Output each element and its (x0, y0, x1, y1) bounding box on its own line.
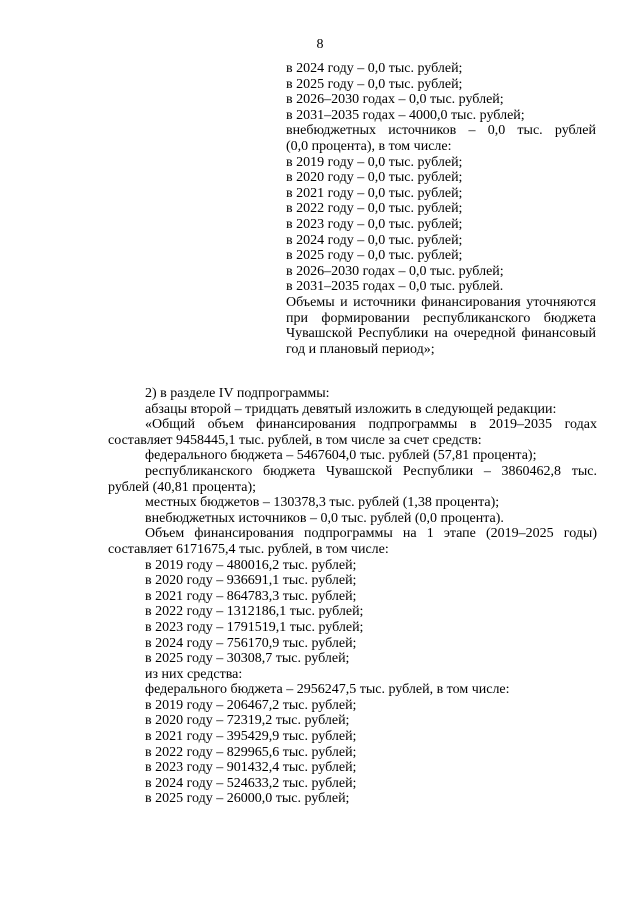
federal-year-line: в 2020 году – 72319,2 тыс. рублей; (145, 713, 350, 729)
federal-year-line: в 2024 году – 524633,2 тыс. рублей; (145, 775, 357, 791)
funding-line: в 2024 году – 0,0 тыс. рублей; (286, 61, 463, 76)
total-funding-paragraph: «Общий объем финансирования подпрограммы в 2019–2035 годах составляет 9458445,1 тыс. рублей, в том числе за счет средств: (108, 417, 597, 448)
funding-line: в 2025 году – 0,0 тыс. рублей; (286, 248, 463, 264)
funding-cell-continuation (286, 61, 596, 357)
of-them-line: из них средства: (145, 666, 243, 682)
funding-line: в 2020 году – 0,0 тыс. рублей; (286, 170, 463, 186)
republican-total: республиканского бюджета Чувашской Республики – 3860462,8 тыс. рублей (40,81 процента); (108, 463, 597, 495)
funding-line: в 2025 году – 0,0 тыс. рублей; (286, 76, 463, 92)
stage1-year-line: в 2019 году – 480016,2 тыс. рублей; (145, 557, 357, 573)
funding-line: в 2026–2030 годах – 0,0 тыс. рублей; (286, 263, 504, 279)
federal-year-line: в 2021 году – 395429,9 тыс. рублей; (145, 729, 357, 745)
offbudget-line: внебюджетных источников – 0,0 тыс. рублей (286, 123, 596, 139)
stage1-year-line: в 2021 году – 864783,3 тыс. рублей; (145, 588, 357, 604)
federal-year-line: в 2023 году – 901432,4 тыс. рублей; (145, 760, 357, 776)
stage1-year-line: в 2020 году – 936691,1 тыс. рублей; (145, 573, 357, 589)
section-heading: 2) в разделе IV подпрограммы: (145, 386, 330, 401)
stage1-year-line: в 2023 году – 1791519,1 тыс. рублей; (145, 619, 364, 635)
federal-total: федерального бюджета – 5467604,0 тыс. рублей (57,81 процента); (145, 448, 537, 464)
federal-year-line: в 2022 году – 829965,6 тыс. рублей; (145, 744, 357, 760)
funding-line: в 2023 году – 0,0 тыс. рублей; (286, 216, 463, 232)
funding-line: в 2031–2035 годах – 0,0 тыс. рублей. (286, 279, 504, 295)
stage1-paragraph: Объем финансирования подпрограммы на 1 этапе (2019–2025 годы) составляет 6171675,4 тыс. рублей, в том числе: (108, 526, 597, 557)
page-number: 8 (316, 37, 324, 52)
federal-year-line: в 2025 году – 26000,0 тыс. рублей; (145, 791, 350, 807)
offbudget-total: внебюджетных источников – 0,0 тыс. рублей (0,0 процента). (145, 510, 504, 526)
funding-line: в 2024 году – 0,0 тыс. рублей; (286, 232, 463, 248)
funding-line: в 2022 году – 0,0 тыс. рублей; (286, 201, 463, 217)
offbudget-continuation: (0,0 процента), в том числе: (286, 138, 452, 154)
funding-line: в 2021 году – 0,0 тыс. рублей; (286, 185, 463, 201)
stage1-year-line: в 2025 году – 30308,7 тыс. рублей; (145, 651, 350, 667)
stage1-year-line: в 2022 году – 1312186,1 тыс. рублей; (145, 604, 364, 620)
local-total: местных бюджетов – 130378,3 тыс. рублей (1,38 процента); (145, 495, 500, 511)
funding-line: в 2031–2035 годах – 4000,0 тыс. рублей; (286, 107, 525, 123)
federal-year-line: в 2019 году – 206467,2 тыс. рублей; (145, 697, 357, 713)
main-text (108, 386, 597, 807)
instruction-line: абзацы второй – тридцать девятый изложить в следующей редакции: (145, 401, 557, 417)
funding-note: Объемы и источники финансирования уточняются при формировании республиканского бюджета Чувашской Республики на очередной финансовый год и плановый период»; (286, 294, 596, 357)
federal-stage1: федерального бюджета – 2956247,5 тыс. рублей, в том числе: (145, 682, 510, 698)
funding-line: в 2019 году – 0,0 тыс. рублей; (286, 154, 463, 170)
stage1-year-line: в 2024 году – 756170,9 тыс. рублей; (145, 635, 357, 651)
funding-line: в 2026–2030 годах – 0,0 тыс. рублей; (286, 92, 504, 108)
